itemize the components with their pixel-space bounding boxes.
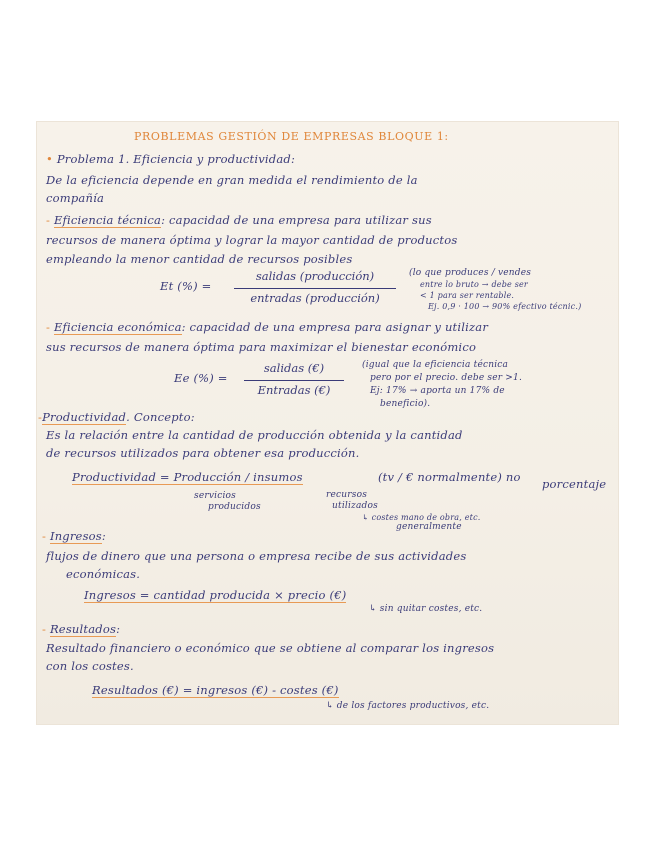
dash-bullet: - <box>46 213 51 227</box>
productivity-annotation-right-2: utilizados <box>332 501 378 511</box>
economic-formula-lhs: Ee (%) = <box>174 371 228 385</box>
problem-heading-text: Problema 1. Eficiencia y productividad: <box>56 152 296 166</box>
page-title: PROBLEMAS GESTIÓN DE EMPRESAS BLOQUE 1: <box>134 130 449 143</box>
bullet-dot: • <box>46 152 53 166</box>
technical-heading: Eficiencia técnica <box>53 213 162 227</box>
results-formula: Resultados (€) = ingresos (€) - costes (€) <box>92 683 339 697</box>
economic-def-1: : capacidad de una empresa para asignar y utilizar <box>181 320 489 334</box>
economic-numerator: salidas (€) <box>263 361 325 375</box>
dash-bullet: - <box>42 529 47 543</box>
dash-bullet: - <box>42 622 47 636</box>
economic-def-2: sus recursos de manera óptima para maximizar el bienestar económico <box>46 340 477 354</box>
intro-line-2: compañía <box>46 191 105 205</box>
problem-heading <box>46 152 295 166</box>
productivity-heading-line <box>38 410 195 424</box>
productivity-def-2: de recursos utilizados para obtener esa producción. <box>46 446 360 460</box>
technical-heading-line <box>46 213 432 227</box>
technical-note-4: Ej. 0,9 · 100 → 90% efectivo técnic.) <box>428 302 582 311</box>
results-heading-line <box>42 622 120 636</box>
productivity-annotation-left-1: servicios <box>194 491 236 501</box>
income-def-1: flujos de dinero que una persona o empresa recibe de sus actividades <box>46 549 467 563</box>
results-def-1: Resultado financiero o económico que se obtiene al comparar los ingresos <box>46 641 495 655</box>
income-heading-line <box>42 529 106 543</box>
dash-bullet: - <box>46 320 51 334</box>
economic-note-1: (igual que la eficiencia técnica <box>362 360 509 370</box>
technical-def-2: recursos de manera óptima y lograr la mayor cantidad de productos <box>46 233 458 247</box>
productivity-formula-note: (tv / € normalmente) no <box>378 470 521 484</box>
productivity-annotation-right-1: recursos <box>326 490 368 500</box>
economic-note-2: pero por el precio. debe ser >1. <box>370 373 523 383</box>
economic-note-4: beneficio). <box>380 399 431 409</box>
income-def-2: económicas. <box>66 567 141 581</box>
income-formula: Ingresos = cantidad producida × precio (€) <box>84 588 347 602</box>
productivity-formula: Productividad = Producción / insumos <box>72 470 303 484</box>
productivity-annotation-left-2: producidos <box>208 502 261 512</box>
economic-note-3: Ej: 17% → aporta un 17% de <box>370 386 505 396</box>
economic-denominator: Entradas (€) <box>257 383 331 397</box>
technical-def-3: empleando la menor cantidad de recursos posibles <box>46 252 353 266</box>
technical-note-2: entre lo bruto → debe ser <box>420 280 528 289</box>
income-heading: Ingresos <box>49 529 102 543</box>
technical-denominator: entradas (producción) <box>250 291 380 305</box>
technical-note-1: (lo que produces / vendes <box>409 268 532 278</box>
economic-heading: Eficiencia económica <box>53 320 182 334</box>
results-heading-rest: : <box>116 622 121 636</box>
dash-bullet: - <box>38 410 43 424</box>
income-heading-rest: : <box>101 529 106 543</box>
productivity-annotation-right-3: ↳ costes mano de obra, etc. <box>362 513 481 522</box>
productivity-def-1: Es la relación entre la cantidad de producción obtenida y la cantidad <box>46 428 463 442</box>
productivity-annotation-right-4: generalmente <box>396 522 462 532</box>
technical-numerator: salidas (producción) <box>255 269 375 283</box>
productivity-formula-note-2: porcentaje <box>542 477 607 491</box>
economic-fraction-bar <box>244 380 344 381</box>
technical-formula-lhs: Et (%) = <box>160 279 212 293</box>
results-heading: Resultados <box>49 622 117 636</box>
income-note: ↳ sin quitar costes, etc. <box>369 604 483 614</box>
results-def-2: con los costes. <box>46 659 134 673</box>
technical-note-3: < 1 para ser rentable. <box>420 291 515 300</box>
productivity-heading: Productividad <box>42 410 127 424</box>
technical-def-1: : capacidad de una empresa para utilizar sus <box>161 213 432 227</box>
notebook-page-photo <box>36 121 619 725</box>
intro-line-1: De la eficiencia depende en gran medida el rendimiento de la <box>46 173 418 187</box>
economic-heading-line <box>46 320 488 334</box>
results-note: ↳ de los factores productivos, etc. <box>326 701 490 711</box>
technical-fraction-bar <box>234 288 396 289</box>
productivity-heading-rest: . Concepto: <box>126 410 195 424</box>
